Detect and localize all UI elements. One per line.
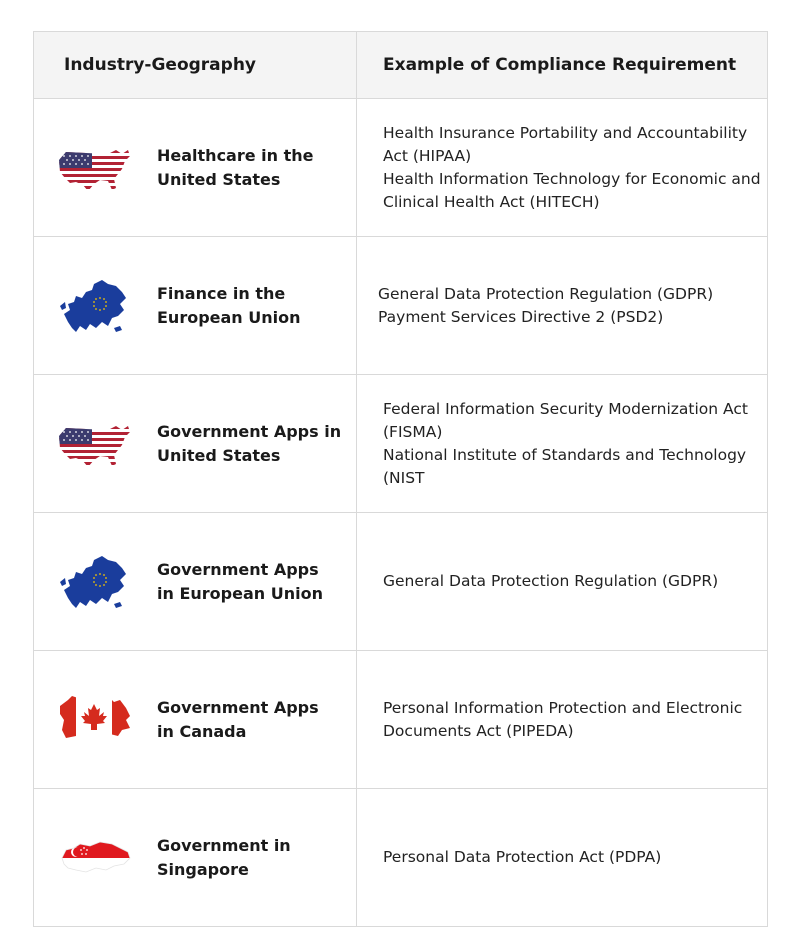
industry-label: Government Apps in Canada [157, 697, 319, 741]
industry-label: Government in Singapore [157, 835, 291, 879]
requirement-cell [357, 237, 767, 374]
requirement-item: General Data Protection Regulation (GDPR) [378, 284, 714, 303]
industry-cell [34, 375, 357, 512]
industry-cell [34, 651, 357, 788]
requirement-item: General Data Protection Regulation (GDPR) [383, 572, 719, 590]
requirement-list [383, 697, 767, 743]
industry-label: Finance in the European Union [157, 283, 301, 327]
canada-map-icon [56, 690, 134, 750]
singapore-map-icon [56, 828, 134, 888]
industry-label: Healthcare in the United States [157, 145, 314, 189]
industry-label: Government Apps in European Union [157, 559, 323, 603]
us-map-icon [56, 138, 134, 198]
requirement-item: National Institute of Standards and Technology (NIST [383, 445, 747, 487]
eu-map-icon [56, 276, 134, 336]
industry-label: Government Apps in United States [157, 421, 342, 465]
header-cell-requirement [357, 32, 767, 98]
header-industry-geography: Industry-Geography [64, 55, 257, 75]
requirement-list [378, 283, 713, 329]
industry-cell [34, 99, 357, 236]
header-compliance-requirement: Example of Compliance Requirement [383, 55, 737, 75]
requirement-list [383, 570, 718, 593]
industry-cell [34, 789, 357, 926]
us-map-icon [56, 414, 134, 474]
industry-cell [34, 237, 357, 374]
eu-map-icon [56, 552, 134, 612]
table-row [34, 374, 767, 512]
table-row [34, 98, 767, 236]
industry-cell [34, 513, 357, 650]
requirement-item: Federal Information Security Modernization Act (FISMA) [383, 399, 748, 441]
requirement-item: Personal Data Protection Act (PDPA) [383, 848, 662, 866]
requirement-list [383, 122, 767, 214]
requirement-cell [357, 513, 767, 650]
header-cell-industry [34, 32, 357, 98]
requirement-cell [357, 789, 767, 926]
requirement-item: Health Insurance Portability and Accountability Act (HIPAA) [383, 123, 748, 165]
table-row [34, 236, 767, 374]
table-row [34, 650, 767, 788]
requirement-list [383, 398, 767, 490]
table-row [34, 512, 767, 650]
requirement-item: Health Information Technology for Economic and Clinical Health Act (HITECH) [383, 169, 761, 211]
requirement-cell [357, 651, 767, 788]
requirement-item: Personal Information Protection and Electronic Documents Act (PIPEDA) [383, 698, 743, 740]
requirement-cell [357, 375, 767, 512]
requirement-cell [357, 99, 767, 236]
compliance-table [33, 31, 768, 927]
requirement-item: Payment Services Directive 2 (PSD2) [378, 307, 664, 326]
table-header [34, 32, 767, 98]
table-row [34, 788, 767, 926]
requirement-list [383, 846, 661, 869]
